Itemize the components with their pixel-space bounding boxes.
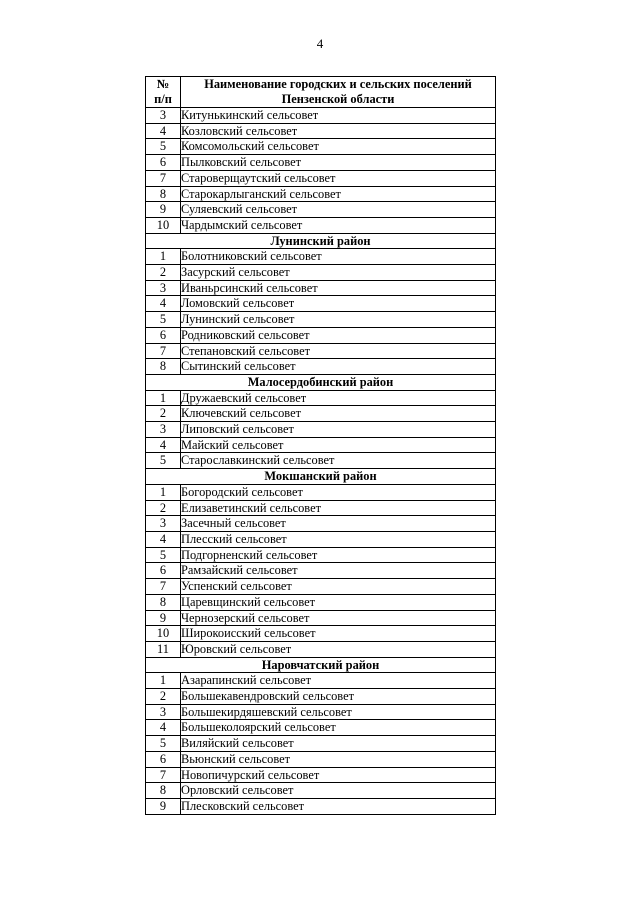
row-number: 10	[146, 217, 181, 233]
settlement-name: Чардымский сельсовет	[181, 217, 496, 233]
row-number: 7	[146, 579, 181, 595]
table-row	[146, 783, 496, 799]
table-row	[146, 422, 496, 438]
settlement-name: Лунинский сельсовет	[181, 312, 496, 328]
row-number: 10	[146, 626, 181, 642]
settlement-name: Болотниковский сельсовет	[181, 249, 496, 265]
district-title: Малосердобинский район	[146, 374, 496, 390]
settlement-name: Старокарлыганский сельсовет	[181, 186, 496, 202]
row-number: 6	[146, 155, 181, 171]
settlement-name: Засечный сельсовет	[181, 516, 496, 532]
settlement-name: Рамзайский сельсовет	[181, 563, 496, 579]
table-row	[146, 123, 496, 139]
row-number: 9	[146, 610, 181, 626]
row-number: 6	[146, 327, 181, 343]
settlement-name: Староверщаутский сельсовет	[181, 170, 496, 186]
table-row	[146, 594, 496, 610]
table-row	[146, 327, 496, 343]
row-number: 6	[146, 563, 181, 579]
row-number: 8	[146, 359, 181, 375]
table-row	[146, 516, 496, 532]
row-number: 2	[146, 406, 181, 422]
settlement-name: Ломовский сельсовет	[181, 296, 496, 312]
table-body	[146, 108, 496, 815]
table-row	[146, 500, 496, 516]
table-row	[146, 484, 496, 500]
settlement-name: Пылковский сельсовет	[181, 155, 496, 171]
row-number: 5	[146, 736, 181, 752]
settlement-name: Плесковский сельсовет	[181, 798, 496, 814]
row-number: 4	[146, 720, 181, 736]
settlements-table	[145, 76, 496, 815]
row-number: 8	[146, 594, 181, 610]
table-row	[146, 641, 496, 657]
settlement-name: Козловский сельсовет	[181, 123, 496, 139]
row-number: 1	[146, 390, 181, 406]
row-number: 11	[146, 641, 181, 657]
row-number: 1	[146, 249, 181, 265]
row-number: 1	[146, 673, 181, 689]
table-row	[146, 186, 496, 202]
row-number: 4	[146, 296, 181, 312]
table-row	[146, 202, 496, 218]
table-row	[146, 296, 496, 312]
table-row	[146, 359, 496, 375]
table-row	[146, 704, 496, 720]
settlement-name: Китунькинский сельсовет	[181, 108, 496, 124]
table-row	[146, 751, 496, 767]
row-number: 4	[146, 437, 181, 453]
table-row	[146, 798, 496, 814]
header-number	[146, 77, 181, 108]
row-number: 7	[146, 170, 181, 186]
table-row	[146, 155, 496, 171]
page-number: 4	[316, 36, 324, 51]
settlement-name: Подгорненский сельсовет	[181, 547, 496, 563]
table-row	[146, 343, 496, 359]
table-row	[146, 767, 496, 783]
table-row	[146, 108, 496, 124]
settlement-name: Успенский сельсовет	[181, 579, 496, 595]
district-header-row	[146, 374, 496, 390]
settlement-name: Засурский сельсовет	[181, 265, 496, 281]
district-title: Лунинский район	[146, 233, 496, 249]
row-number: 5	[146, 453, 181, 469]
table-row	[146, 312, 496, 328]
row-number: 3	[146, 516, 181, 532]
row-number: 5	[146, 312, 181, 328]
settlement-name: Дружаевский сельсовет	[181, 390, 496, 406]
table-row	[146, 736, 496, 752]
settlement-name: Новопичурский сельсовет	[181, 767, 496, 783]
district-title: Наровчатский район	[146, 657, 496, 673]
row-number: 2	[146, 500, 181, 516]
settlement-name: Комсомольский сельсовет	[181, 139, 496, 155]
settlement-name: Большекирдяшевский сельсовет	[181, 704, 496, 720]
table-row	[146, 170, 496, 186]
table-header-row	[146, 77, 496, 108]
table-row	[146, 280, 496, 296]
settlement-name: Чернозерский сельсовет	[181, 610, 496, 626]
table-row	[146, 610, 496, 626]
row-number: 3	[146, 280, 181, 296]
table-row	[146, 139, 496, 155]
row-number: 2	[146, 689, 181, 705]
settlement-name: Вьюнский сельсовет	[181, 751, 496, 767]
table-row	[146, 673, 496, 689]
settlement-name: Азарапинский сельсовет	[181, 673, 496, 689]
settlement-name: Плесский сельсовет	[181, 531, 496, 547]
row-number: 5	[146, 139, 181, 155]
settlement-name: Суляевский сельсовет	[181, 202, 496, 218]
district-title: Мокшанский район	[146, 469, 496, 485]
header-number-line: №	[156, 77, 170, 91]
row-number: 9	[146, 798, 181, 814]
settlement-name: Майский сельсовет	[181, 437, 496, 453]
table-row	[146, 249, 496, 265]
district-header-row	[146, 469, 496, 485]
settlement-name: Богородский сельсовет	[181, 484, 496, 500]
settlement-name: Большекавендровский сельсовет	[181, 689, 496, 705]
table-row	[146, 390, 496, 406]
row-number: 6	[146, 751, 181, 767]
settlement-name: Юровский сельсовет	[181, 641, 496, 657]
settlement-name: Виляйский сельсовет	[181, 736, 496, 752]
table-row	[146, 720, 496, 736]
table-row	[146, 531, 496, 547]
settlement-name: Елизаветинский сельсовет	[181, 500, 496, 516]
settlement-name: Царевщинский сельсовет	[181, 594, 496, 610]
header-settlement-name: Наименование городских и сельских поселений Пензенской области	[181, 77, 496, 108]
row-number: 7	[146, 343, 181, 359]
table-row	[146, 563, 496, 579]
row-number: 7	[146, 767, 181, 783]
row-number: 3	[146, 422, 181, 438]
row-number: 1	[146, 484, 181, 500]
row-number: 5	[146, 547, 181, 563]
settlement-name: Ключевский сельсовет	[181, 406, 496, 422]
row-number: 8	[146, 186, 181, 202]
row-number: 8	[146, 783, 181, 799]
table-row	[146, 217, 496, 233]
row-number: 4	[146, 123, 181, 139]
header-number-line: п/п	[154, 92, 172, 106]
settlement-name: Большеколоярский сельсовет	[181, 720, 496, 736]
row-number: 4	[146, 531, 181, 547]
settlement-name: Родниковский сельсовет	[181, 327, 496, 343]
table-row	[146, 453, 496, 469]
settlement-name: Липовский сельсовет	[181, 422, 496, 438]
table-row	[146, 437, 496, 453]
settlement-name: Широкоисский сельсовет	[181, 626, 496, 642]
district-header-row	[146, 233, 496, 249]
settlement-name: Сытинский сельсовет	[181, 359, 496, 375]
settlement-name: Старославкинский сельсовет	[181, 453, 496, 469]
table-row	[146, 689, 496, 705]
settlement-name: Иваньрсинский сельсовет	[181, 280, 496, 296]
row-number: 3	[146, 704, 181, 720]
table-row	[146, 579, 496, 595]
row-number: 3	[146, 108, 181, 124]
row-number: 9	[146, 202, 181, 218]
settlement-name: Степановский сельсовет	[181, 343, 496, 359]
table-row	[146, 406, 496, 422]
row-number: 2	[146, 265, 181, 281]
district-header-row	[146, 657, 496, 673]
settlement-name: Орловский сельсовет	[181, 783, 496, 799]
table-row	[146, 626, 496, 642]
table-row	[146, 547, 496, 563]
table-row	[146, 265, 496, 281]
